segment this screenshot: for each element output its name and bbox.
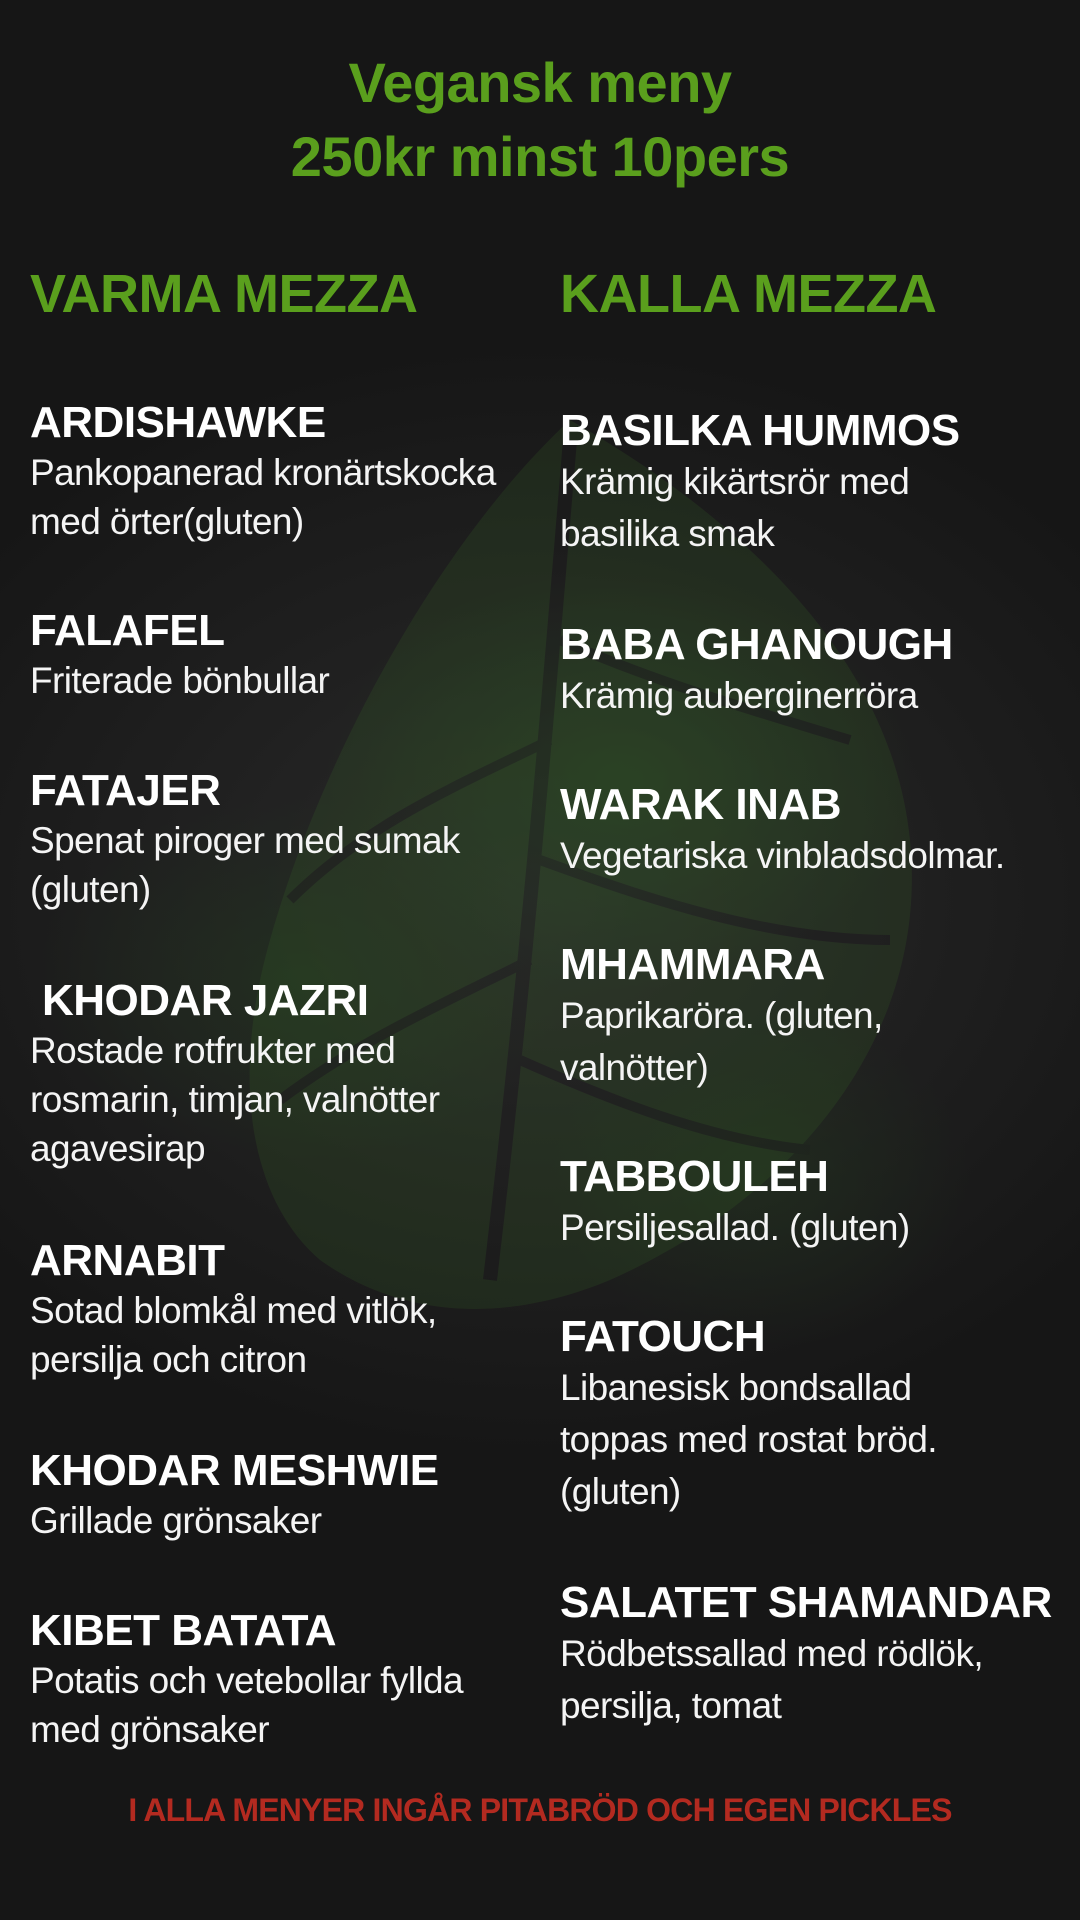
menu-item-ardishawke bbox=[30, 398, 540, 546]
item-description: Paprikaröra. (gluten, valnötter) bbox=[560, 995, 883, 1088]
item-description: Potatis och vetebollar fyllda med grönsaker bbox=[30, 1660, 464, 1750]
menu-item-falafel bbox=[30, 606, 540, 705]
item-name: FATAJER bbox=[30, 766, 221, 815]
menu-item-warak-inab bbox=[560, 780, 1075, 882]
item-name: MHAMMARA bbox=[560, 940, 825, 989]
warm-mezza-heading: VARMA MEZZA bbox=[30, 264, 418, 324]
item-description: Sotad blomkål med vitlök, persilja och citron bbox=[30, 1290, 437, 1380]
footer-note: I ALLA MENYER INGÅR PITABRÖD OCH EGEN PICKLES bbox=[128, 1792, 952, 1828]
menu-item-basilka-hummos bbox=[560, 406, 1075, 560]
menu-item-arnabit bbox=[30, 1236, 540, 1384]
menu-item-baba-ghanough bbox=[560, 620, 1075, 722]
item-description: Grillade grönsaker bbox=[30, 1500, 322, 1541]
menu-item-tabbouleh bbox=[560, 1152, 1075, 1254]
item-name: BABA GHANOUGH bbox=[560, 620, 953, 669]
cold-mezza-column bbox=[560, 262, 1075, 1726]
item-name: KHODAR MESHWIE bbox=[30, 1446, 439, 1495]
item-description: Spenat piroger med sumak (gluten) bbox=[30, 820, 460, 910]
menu-item-fatajer bbox=[30, 766, 540, 914]
item-description: Rödbetssallad med rödlök, persilja, tomat bbox=[560, 1633, 984, 1726]
item-name: SALATET SHAMANDAR bbox=[560, 1578, 1052, 1627]
item-description: Pankopanerad kronärtskocka med örter(gluten) bbox=[30, 452, 496, 542]
menu-item-fatouch bbox=[560, 1312, 1075, 1518]
menu-item-salatet-shamandar bbox=[560, 1578, 1075, 1732]
item-name: FALAFEL bbox=[30, 606, 225, 655]
menu-title: Vegansk meny bbox=[348, 51, 732, 114]
item-name: KIBET BATATA bbox=[30, 1606, 337, 1655]
item-description: Persiljesallad. (gluten) bbox=[560, 1207, 910, 1248]
item-name: KHODAR JAZRI bbox=[42, 976, 369, 1025]
item-description: Friterade bönbullar bbox=[30, 660, 330, 701]
item-description: Rostade rotfrukter med rosmarin, timjan, valnötter agavesirap bbox=[30, 1030, 440, 1169]
item-description: Vegetariska vinbladsdolmar. bbox=[560, 835, 1005, 876]
item-description: Krämig kikärtsrör med basilika smak bbox=[560, 461, 910, 554]
menu-item-kibet-batata bbox=[30, 1606, 540, 1754]
item-name: TABBOULEH bbox=[560, 1152, 829, 1201]
menu-item-khodar-jazri bbox=[30, 976, 540, 1173]
item-name: BASILKA HUMMOS bbox=[560, 406, 960, 455]
item-name: ARNABIT bbox=[30, 1236, 225, 1285]
menu-item-mhammara bbox=[560, 940, 1075, 1094]
menu-item-khodar-meshwie bbox=[30, 1446, 540, 1545]
menu-price-subtitle: 250kr minst 10pers bbox=[290, 125, 790, 188]
item-description: Libanesisk bondsallad toppas med rostat bröd. (gluten) bbox=[560, 1367, 937, 1512]
item-name: FATOUCH bbox=[560, 1312, 766, 1361]
item-description: Krämig auberginerröra bbox=[560, 675, 918, 716]
item-name: WARAK INAB bbox=[560, 780, 841, 829]
item-name: ARDISHAWKE bbox=[30, 398, 326, 447]
warm-mezza-column bbox=[30, 262, 540, 1750]
cold-mezza-heading: KALLA MEZZA bbox=[560, 264, 937, 324]
